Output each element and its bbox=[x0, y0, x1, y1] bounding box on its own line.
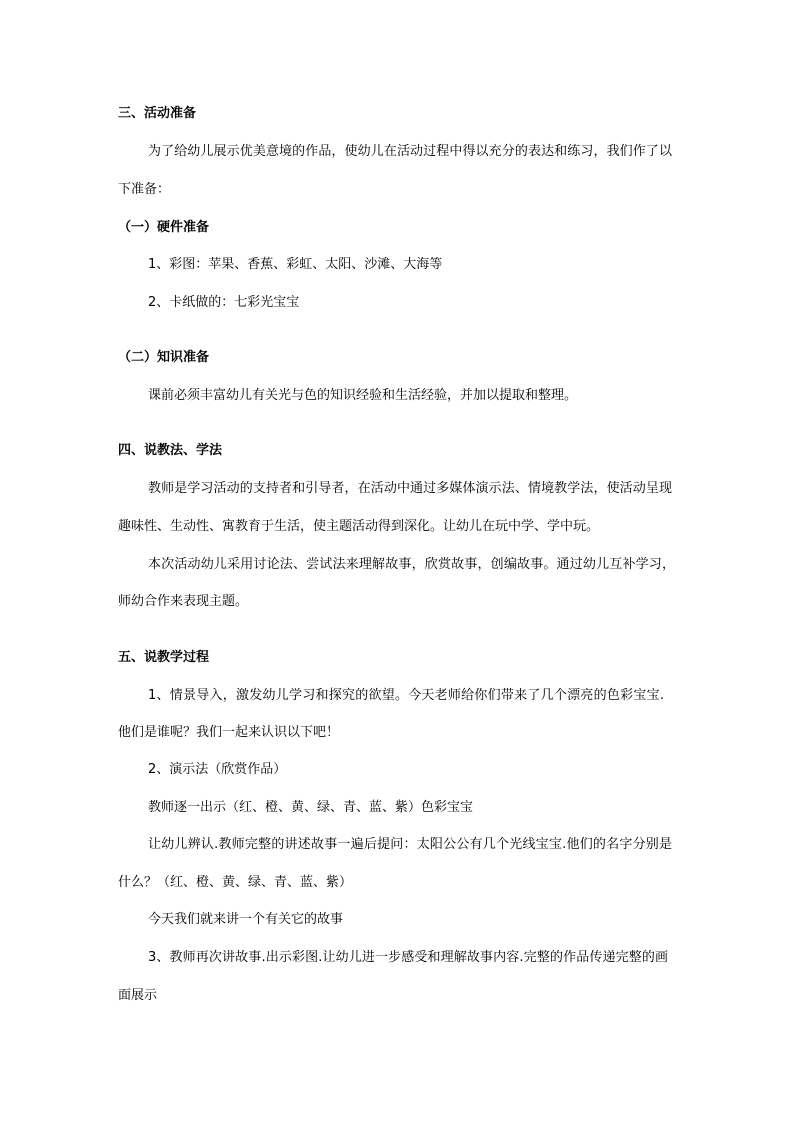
step-2-title: 2、演示法（欣赏作品） bbox=[148, 762, 287, 777]
hardware-prep-heading: （一）硬件准备 bbox=[118, 220, 210, 235]
step-3-line-2: 面展示 bbox=[118, 988, 158, 1003]
section-4-p1-line-1: 教师是学习活动的支持者和引导者，在活动中通过多媒体演示法、情境教学法，使活动呈现 bbox=[148, 481, 672, 496]
section-3-intro-line-1: 为了给幼儿展示优美意境的作品，使幼儿在活动过程中得以充分的表达和练习，我们作了以 bbox=[148, 144, 672, 159]
section-4-p1-line-2: 趣味性、生动性、寓教育于生活，使主题活动得到深化。让幼儿在玩中学、学中玩。 bbox=[118, 519, 600, 534]
step-3-line-1: 3、教师再次讲故事.出示彩图.让幼儿进一步感受和理解故事内容.完整的作品传递完整的画 bbox=[148, 950, 668, 965]
hardware-item-1: 1、彩图：苹果、香蕉、彩虹、太阳、沙滩、大海等 bbox=[148, 257, 443, 272]
step-2-question-line-1: 让幼儿辨认.教师完整的讲述故事一遍后提问：太阳公公有几个光线宝宝.他们的名字分别是 bbox=[148, 837, 672, 852]
section-3-intro-line-2: 下准备： bbox=[118, 182, 171, 197]
step-2-detail: 教师逐一出示（红、橙、黄、绿、青、蓝、紫）色彩宝宝 bbox=[148, 800, 474, 815]
section-4-heading: 四、说教法、学法 bbox=[118, 443, 223, 458]
section-5-heading: 五、说教学过程 bbox=[118, 650, 210, 665]
knowledge-prep-text: 课前必须丰富幼儿有关光与色的知识经验和生活经验，并加以提取和整理。 bbox=[148, 388, 578, 403]
section-3-heading: 三、活动准备 bbox=[118, 106, 197, 121]
step-1-line-1: 1、情景导入，激发幼儿学习和探究的欲望。今天老师给你们带来了几个漂亮的色彩宝宝. bbox=[148, 688, 664, 703]
knowledge-prep-heading: （二）知识准备 bbox=[118, 350, 210, 365]
step-2-story: 今天我们就来讲一个有关它的故事 bbox=[148, 912, 344, 927]
hardware-item-2: 2、卡纸做的：七彩光宝宝 bbox=[148, 295, 300, 310]
step-1-line-2: 他们是谁呢？我们一起来认识以下吧！ bbox=[118, 725, 340, 740]
step-2-question-line-2: 什么？（红、橙、黄、绿、青、蓝、紫） bbox=[118, 875, 353, 890]
section-4-p2-line-1: 本次活动幼儿采用讨论法、尝试法来理解故事，欣赏故事，创编故事。通过幼儿互补学习， bbox=[148, 557, 675, 572]
section-4-p2-line-2: 师幼合作来表现主题。 bbox=[118, 594, 249, 609]
